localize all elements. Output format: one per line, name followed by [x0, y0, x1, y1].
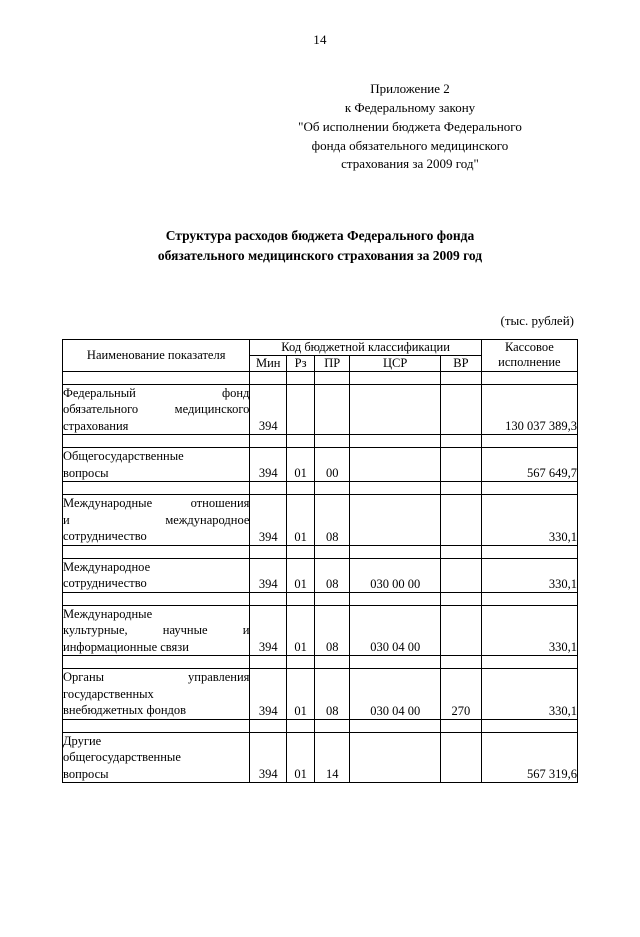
- spacer-cell: [481, 656, 577, 669]
- row-pr: 08: [315, 605, 350, 656]
- spacer-cell: [481, 482, 577, 495]
- row-vr: [441, 384, 482, 435]
- spacer-cell: [287, 435, 315, 448]
- spacer-cell: [350, 482, 441, 495]
- spacer-cell: [250, 435, 287, 448]
- row-name-line: сотрудничество: [63, 529, 147, 544]
- row-name-line: вопросы: [63, 465, 109, 480]
- row-name: [63, 448, 250, 482]
- spacer-cell: [63, 435, 250, 448]
- row-csr: 030 04 00: [350, 605, 441, 656]
- table-spacer-row: [63, 435, 578, 448]
- appendix-header: [62, 80, 578, 174]
- row-vr: [441, 558, 482, 592]
- row-name-line: Другие: [63, 733, 102, 748]
- row-cash: 567 319,6: [481, 732, 577, 783]
- spacer-cell: [350, 656, 441, 669]
- spacer-cell: [250, 656, 287, 669]
- spacer-cell: [287, 482, 315, 495]
- row-name-line: Международные: [63, 606, 153, 621]
- row-rz: 01: [287, 732, 315, 783]
- row-pr: [315, 384, 350, 435]
- row-vr: [441, 605, 482, 656]
- row-min: 394: [250, 384, 287, 435]
- row-vr: [441, 495, 482, 546]
- row-name: [63, 558, 250, 592]
- row-rz: 01: [287, 669, 315, 720]
- th-cash-line-1: Кассовое: [504, 340, 554, 355]
- table-spacer-row: [63, 719, 578, 732]
- row-cash: 330,1: [481, 605, 577, 656]
- appendix-header-line-2: к Федеральному закону: [344, 99, 476, 115]
- row-min: 394: [250, 495, 287, 546]
- row-vr: [441, 732, 482, 783]
- spacer-cell: [63, 656, 250, 669]
- row-rz: 01: [287, 495, 315, 546]
- spacer-cell: [441, 435, 482, 448]
- spacer-cell: [250, 545, 287, 558]
- row-pr: 08: [315, 669, 350, 720]
- spacer-cell: [315, 482, 350, 495]
- row-csr: [350, 732, 441, 783]
- row-name: [63, 384, 250, 435]
- spacer-cell: [250, 592, 287, 605]
- document-page: [0, 32, 640, 937]
- spacer-cell: [315, 656, 350, 669]
- table-row: [63, 448, 578, 482]
- table-row: [63, 669, 578, 720]
- row-name-line: общегосударственные: [63, 750, 181, 765]
- appendix-header-line-1: Приложение 2: [370, 81, 450, 96]
- row-name-line: Органы управления: [63, 670, 250, 685]
- row-name-line: Международные отношения: [63, 496, 250, 511]
- spacer-cell: [63, 371, 250, 384]
- table-row: [63, 605, 578, 656]
- table-spacer-row: [63, 482, 578, 495]
- spacer-cell: [250, 482, 287, 495]
- row-name-line: внебюджетных фондов: [63, 703, 187, 718]
- row-vr: [441, 448, 482, 482]
- th-cash-line-2: исполнение: [498, 355, 561, 370]
- spacer-cell: [350, 435, 441, 448]
- spacer-cell: [441, 482, 482, 495]
- row-name-line: и международное: [63, 512, 250, 527]
- spacer-cell: [315, 719, 350, 732]
- spacer-cell: [315, 435, 350, 448]
- spacer-cell: [481, 719, 577, 732]
- spacer-cell: [481, 545, 577, 558]
- spacer-cell: [287, 545, 315, 558]
- table-row: [63, 384, 578, 435]
- page-title-line-2: обязательного медицинского страхования за 2009 год: [157, 248, 483, 264]
- spacer-cell: [287, 371, 315, 384]
- row-cash: 330,1: [481, 495, 577, 546]
- row-name-line: государственных: [63, 686, 154, 701]
- spacer-cell: [350, 592, 441, 605]
- row-csr: [350, 448, 441, 482]
- row-name-line: Общегосударственные: [63, 449, 184, 464]
- row-name-line: страхования: [63, 418, 129, 433]
- spacer-cell: [315, 545, 350, 558]
- budget-table-body: [63, 371, 578, 783]
- table-row: [63, 732, 578, 783]
- page-title-line-1: Структура расходов бюджета Федерального фонда: [165, 228, 475, 244]
- units-label: (тыс. рублей): [500, 312, 574, 328]
- row-csr: 030 04 00: [350, 669, 441, 720]
- appendix-header-line-4: фонда обязательного медицинского: [311, 137, 509, 153]
- table-row: [63, 495, 578, 546]
- row-cash: 330,1: [481, 669, 577, 720]
- row-csr: [350, 495, 441, 546]
- row-vr: 270: [441, 669, 482, 720]
- table-spacer-row: [63, 656, 578, 669]
- spacer-cell: [481, 592, 577, 605]
- spacer-cell: [441, 656, 482, 669]
- spacer-cell: [287, 656, 315, 669]
- table-spacer-row: [63, 371, 578, 384]
- row-pr: 00: [315, 448, 350, 482]
- row-name-line: вопросы: [63, 766, 109, 781]
- th-code-group: Код бюджетной классификации: [250, 339, 481, 355]
- row-pr: 14: [315, 732, 350, 783]
- budget-table-head: [63, 339, 578, 371]
- spacer-cell: [63, 482, 250, 495]
- th-min: Мин: [250, 355, 287, 371]
- th-rz: Рз: [287, 355, 315, 371]
- th-vr: ВР: [441, 355, 482, 371]
- th-csr: ЦСР: [350, 355, 441, 371]
- spacer-cell: [441, 371, 482, 384]
- row-rz: 01: [287, 605, 315, 656]
- row-cash: 330,1: [481, 558, 577, 592]
- spacer-cell: [250, 719, 287, 732]
- spacer-cell: [287, 592, 315, 605]
- spacer-cell: [287, 719, 315, 732]
- appendix-header-line-3: "Об исполнении бюджета Федерального: [298, 118, 522, 134]
- table-header-row-top: [63, 339, 578, 355]
- budget-table: [62, 339, 578, 784]
- row-name-line: сотрудничество: [63, 576, 147, 591]
- spacer-cell: [350, 719, 441, 732]
- table-row: [63, 558, 578, 592]
- th-cash-execution: [481, 339, 577, 371]
- th-name: Наименование показателя: [63, 339, 250, 371]
- spacer-cell: [350, 371, 441, 384]
- th-pr: ПР: [315, 355, 350, 371]
- row-rz: 01: [287, 448, 315, 482]
- row-rz: [287, 384, 315, 435]
- spacer-cell: [63, 592, 250, 605]
- spacer-cell: [315, 371, 350, 384]
- spacer-cell: [441, 545, 482, 558]
- row-min: 394: [250, 669, 287, 720]
- page-number: 14: [313, 32, 327, 47]
- row-name: [63, 495, 250, 546]
- row-name-line: обязательного медицинского: [63, 402, 250, 417]
- appendix-header-line-5: страхования за 2009 год": [341, 156, 479, 172]
- row-csr: 030 00 00: [350, 558, 441, 592]
- spacer-cell: [250, 371, 287, 384]
- table-spacer-row: [63, 545, 578, 558]
- row-cash: 130 037 389,3: [481, 384, 577, 435]
- row-rz: 01: [287, 558, 315, 592]
- spacer-cell: [481, 435, 577, 448]
- spacer-cell: [63, 719, 250, 732]
- spacer-cell: [441, 719, 482, 732]
- row-name: [63, 732, 250, 783]
- row-csr: [350, 384, 441, 435]
- row-name: [63, 605, 250, 656]
- row-min: 394: [250, 448, 287, 482]
- row-pr: 08: [315, 495, 350, 546]
- row-min: 394: [250, 732, 287, 783]
- table-spacer-row: [63, 592, 578, 605]
- spacer-cell: [350, 545, 441, 558]
- row-pr: 08: [315, 558, 350, 592]
- row-name-line: информационные связи: [63, 639, 189, 654]
- row-min: 394: [250, 558, 287, 592]
- row-min: 394: [250, 605, 287, 656]
- page-title: [62, 226, 578, 267]
- row-name-line: Международное: [63, 559, 151, 574]
- spacer-cell: [441, 592, 482, 605]
- spacer-cell: [63, 545, 250, 558]
- row-name-line: культурные, научные и: [63, 623, 250, 638]
- row-name-line: Федеральный фонд: [63, 385, 250, 400]
- row-name: [63, 669, 250, 720]
- spacer-cell: [481, 371, 577, 384]
- row-cash: 567 649,7: [481, 448, 577, 482]
- spacer-cell: [315, 592, 350, 605]
